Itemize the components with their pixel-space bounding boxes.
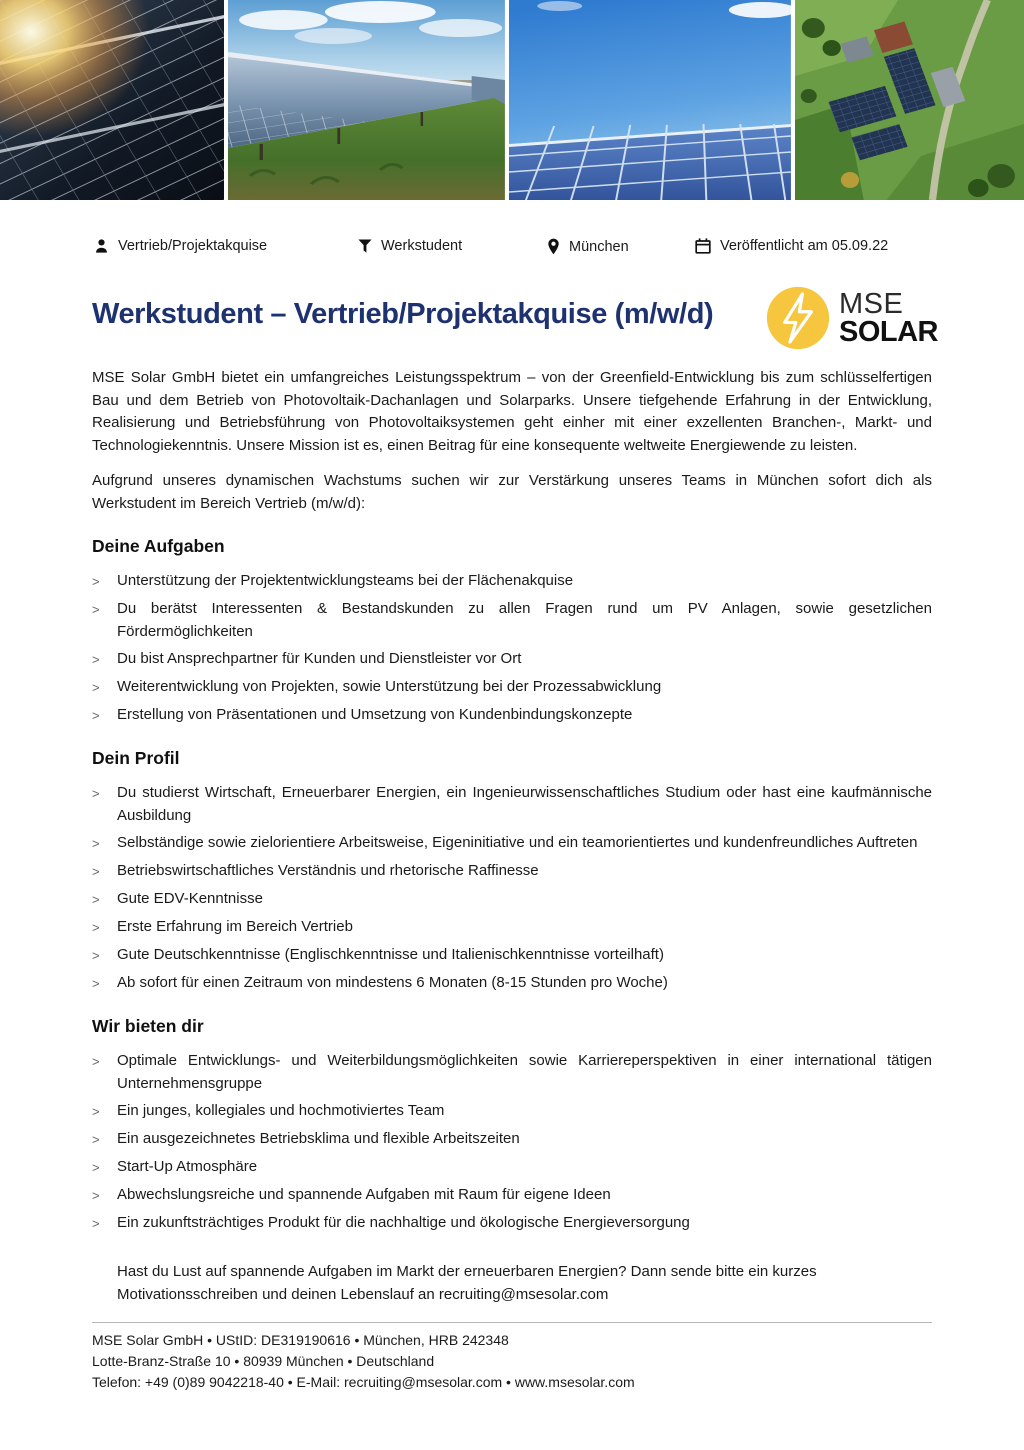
footer-line-address: Lotte-Branz-Straße 10 • 80939 München • Deutschland xyxy=(92,1353,435,1369)
chevron-bullet-icon: > xyxy=(92,1132,100,1147)
page-title: Werkstudent – Vertrieb/Projektakquise (m/w/d) xyxy=(92,298,714,330)
chevron-bullet-icon: > xyxy=(92,574,100,589)
banner-photo-solar-closeup xyxy=(0,0,224,200)
list-item: > Abwechslungsreiche und spannende Aufgaben mit Raum für eigene Ideen xyxy=(92,1183,932,1207)
logo-mse-text: MSE xyxy=(839,287,904,320)
funnel-icon xyxy=(358,238,372,254)
list-item: > Erstellung von Präsentationen und Umsetzung von Kundenbindungskonzepte xyxy=(92,703,932,727)
meta-jobtype-label: Werkstudent xyxy=(381,238,463,254)
title-row xyxy=(92,286,938,350)
banner-photo-aerial-roofs xyxy=(795,0,1024,200)
intro-paragraph-2: Aufgrund unseres dynamischen Wachstums suchen wir zur Verstärkung unseres Teams in München sofort dich als Werkstudent im Bereich Vertrieb (m/w/d): xyxy=(92,472,932,512)
footer-line-company: MSE Solar GmbH • UStID: DE319190616 • München, HRB 242348 xyxy=(92,1332,509,1348)
chevron-bullet-icon: > xyxy=(92,1216,100,1231)
chevron-bullet-icon: > xyxy=(92,708,100,723)
list-item: > Erste Erfahrung im Bereich Vertrieb xyxy=(92,915,932,939)
meta-published xyxy=(695,238,888,254)
chevron-bullet-icon: > xyxy=(92,1054,100,1069)
company-logo xyxy=(766,286,938,350)
list-item: > Gute EDV-Kenntnisse xyxy=(92,887,932,911)
list-profil xyxy=(92,781,932,995)
list-angebot xyxy=(92,1049,932,1235)
location-pin-icon xyxy=(547,238,560,255)
list-item: > Ein zukunftsträchtiges Produkt für die nachhaltige und ökologische Energieversorgung xyxy=(92,1211,932,1235)
chevron-bullet-icon: > xyxy=(92,948,100,963)
chevron-bullet-icon: > xyxy=(92,892,100,907)
meta-location-label: München xyxy=(569,238,629,255)
chevron-bullet-icon: > xyxy=(92,786,100,801)
footer xyxy=(92,1322,932,1393)
list-item: > Du studierst Wirtschaft, Erneuerbarer Energien, ein Ingenieurwissenschaftliches Studium oder hast eine kaufmännische Ausbildung xyxy=(92,781,932,827)
list-item: > Ab sofort für einen Zeitraum von mindestens 6 Monaten (8-15 Stunden pro Woche) xyxy=(92,971,932,995)
meta-jobtype xyxy=(358,238,462,254)
meta-department-label: Vertrieb/Projektakquise xyxy=(118,238,268,254)
banner-photo-solar-farm xyxy=(228,0,505,200)
banner-photo-panels-sky xyxy=(509,0,791,200)
meta-published-label: Veröffentlicht am 05.09.22 xyxy=(720,238,889,254)
section-heading-profil: Dein Profil xyxy=(92,748,180,768)
chevron-bullet-icon: > xyxy=(92,1104,100,1119)
chevron-bullet-icon: > xyxy=(92,976,100,991)
logo-solar-text: SOLAR xyxy=(839,316,938,348)
list-item: > Unterstützung der Projektentwicklungsteams bei der Flächenakquise xyxy=(92,569,932,593)
person-icon xyxy=(94,238,109,254)
list-item: > Du berätst Interessenten & Bestandskunden zu allen Fragen rund um PV Anlagen, sowie gesetzlichen Fördermöglichkeiten xyxy=(92,597,932,643)
list-item: > Ein junges, kollegiales und hochmotiviertes Team xyxy=(92,1099,932,1123)
chevron-bullet-icon: > xyxy=(92,836,100,851)
list-item: > Start-Up Atmosphäre xyxy=(92,1155,932,1179)
calendar-icon xyxy=(695,238,711,254)
chevron-bullet-icon: > xyxy=(92,920,100,935)
meta-location xyxy=(547,238,629,255)
chevron-bullet-icon: > xyxy=(92,864,100,879)
lightning-bolt-icon xyxy=(766,286,830,350)
list-item: > Du bist Ansprechpartner für Kunden und Dienstleister vor Ort xyxy=(92,647,932,671)
list-item: > Ein ausgezeichnetes Betriebsklima und flexible Arbeitszeiten xyxy=(92,1127,932,1151)
logo-wordmark xyxy=(839,287,938,348)
section-heading-aufgaben: Deine Aufgaben xyxy=(92,536,225,556)
closing-paragraph: Hast du Lust auf spannende Aufgaben im Markt der erneuerbaren Energien? Dann sende bitte ein kurzes Motivationsschreiben und deinen Lebenslauf an recruiting@msesolar.com xyxy=(117,1263,817,1303)
list-item: > Optimale Entwicklungs- und Weiterbildungsmöglichkeiten sowie Karriereperspektiven in einer international tätigen Unternehmensgruppe xyxy=(92,1049,932,1095)
list-item: > Betriebswirtschaftliches Verständnis und rhetorische Raffinesse xyxy=(92,859,932,883)
section-heading-angebot: Wir bieten dir xyxy=(92,1016,204,1036)
intro-paragraph-1: MSE Solar GmbH bietet ein umfangreiches Leistungsspektrum – von der Greenfield-Entwicklung bis zum schlüsselfertigen Bau und dem Betrieb von Photovoltaik-Dachanlagen und Solarparks. Unsere tiefgehende Erfahrung in der Entwicklung, Realisierung und Betriebsführung von Photovoltaiksystemen geht einher mit einer exzellenten Branchen-, Markt- und Technologiekenntnis. Unsere Mission ist es, einen Beitrag für eine konsequente weltweite Energiewende zu leisten. xyxy=(92,369,932,454)
chevron-bullet-icon: > xyxy=(92,652,100,667)
footer-line-contact: Telefon: +49 (0)89 9042218-40 • E-Mail: recruiting@msesolar.com • www.msesolar.com xyxy=(92,1374,635,1390)
chevron-bullet-icon: > xyxy=(92,602,100,617)
banner xyxy=(0,0,1024,200)
chevron-bullet-icon: > xyxy=(92,680,100,695)
job-meta-row xyxy=(92,238,932,258)
chevron-bullet-icon: > xyxy=(92,1160,100,1175)
list-item: > Gute Deutschkenntnisse (Englischkenntnisse und Italienischkenntnisse vorteilhaft) xyxy=(92,943,932,967)
list-item: > Weiterentwicklung von Projekten, sowie Unterstützung bei der Prozessabwicklung xyxy=(92,675,932,699)
chevron-bullet-icon: > xyxy=(92,1188,100,1203)
list-aufgaben xyxy=(92,569,932,727)
list-item: > Selbständige sowie zielorientiere Arbeitsweise, Eigeninitiative und ein teamorientiertes und kundenfreundliches Auftreten xyxy=(92,831,932,855)
meta-department xyxy=(94,238,267,254)
